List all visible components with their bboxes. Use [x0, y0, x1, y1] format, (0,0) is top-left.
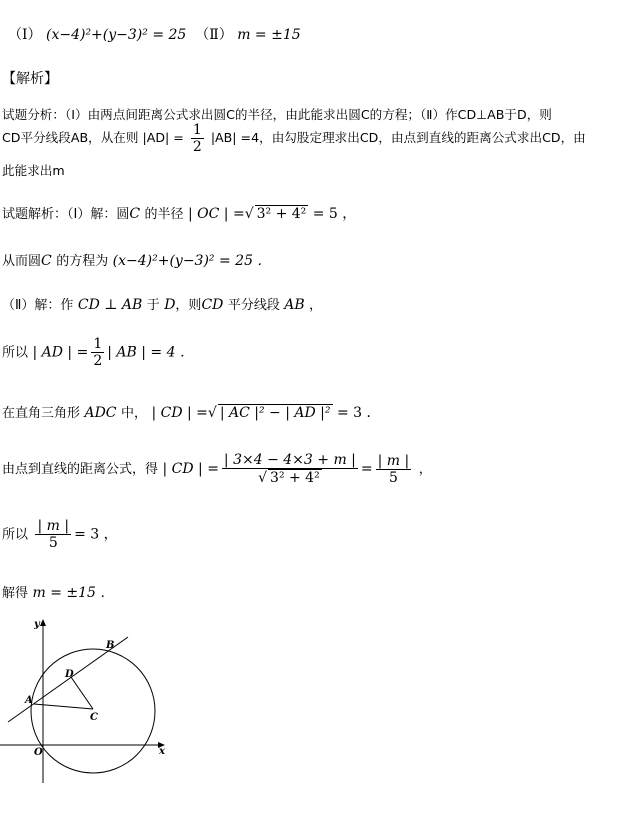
half-fraction [191, 122, 204, 155]
step3-cd: CD [201, 297, 224, 313]
analysis-line-1: 试题分析：（Ⅰ）由两点间距离公式求出圆C的半径，由此能求出圆C的方程；（Ⅱ）作CD⊥AB于D，则 [2, 107, 552, 122]
step6-end: ， [418, 462, 432, 477]
solution-step-1 [2, 203, 356, 223]
m-answer: m = ±15 [237, 27, 301, 43]
step6-fraction [222, 452, 358, 486]
answer-line [8, 24, 301, 44]
solution-step-7 [2, 518, 118, 551]
segment-cd [71, 677, 93, 709]
part-two-label: （Ⅱ） [195, 27, 233, 43]
step4-ab: | AB | = 4 ． [107, 344, 194, 361]
step4-fraction [91, 336, 104, 369]
step5-text2: 中， [120, 406, 147, 421]
label-d: D [65, 669, 74, 680]
step5-adc: ADC [84, 405, 117, 421]
solution-step-8 [2, 582, 114, 602]
sqrt-sign: √ [244, 206, 254, 222]
analysis-line-2a: CD平分线段AB，从在则 |AD| = [2, 130, 184, 145]
step6-radicand: 3² + 4² [270, 470, 320, 486]
step5-text: 在直角三角形 [2, 406, 81, 421]
label-b: B [106, 640, 115, 651]
step7-numerator: | m | [37, 518, 70, 534]
step1-text: 试题解析：（Ⅰ）解：圆 [2, 207, 130, 222]
step4-numerator: 1 [93, 336, 103, 352]
sqrt-sign: √ [258, 470, 268, 486]
step2-text2: 的方程为 [56, 254, 109, 269]
solution-step-3 [2, 294, 322, 313]
step2-c: C [41, 253, 52, 269]
step5-cd: | CD | = [151, 405, 208, 421]
label-a: A [25, 695, 33, 706]
step1-oc: | OC | = [187, 206, 245, 222]
label-x: x [159, 746, 165, 757]
step7-result: = 3 ， [74, 526, 118, 543]
step3-text: （Ⅱ）解：作 [2, 298, 74, 313]
step6-equals: = [360, 461, 373, 477]
step1-c: C [129, 206, 141, 222]
step3-text4: 平分线段 [227, 298, 280, 313]
step6-denominator [222, 469, 358, 486]
step3-d: D [164, 297, 176, 313]
step2-text: 从而圆 [2, 254, 42, 269]
step3-end: ， [309, 298, 323, 313]
step4-ad: | AD | = [32, 344, 89, 361]
label-y: y [34, 619, 40, 630]
solution-step-2 [2, 250, 271, 270]
geometry-figure [0, 615, 180, 785]
solution-step-4 [2, 336, 194, 369]
step6-cd: | CD | = [162, 461, 219, 477]
sqrt-sign: √ [207, 405, 217, 421]
analysis-line-3: 此能求出m [2, 163, 65, 178]
step7-denominator: 5 [48, 535, 58, 551]
step5-result: = 3 ． [336, 405, 381, 421]
part-one-label: （Ⅰ） [8, 27, 42, 43]
step1-radicand: 3² + 4² [256, 206, 307, 222]
step6-text: 由点到直线的距离公式，得 [2, 462, 159, 477]
analysis-heading: 【解析】 [2, 71, 58, 87]
step4-denominator: 2 [93, 353, 103, 369]
solution-step-6 [2, 452, 432, 486]
label-origin: O [34, 747, 43, 758]
step1-text2: 的半径 [144, 207, 184, 222]
circle-equation: (x−4)²+(y−3)² = 25 [45, 27, 187, 43]
label-c: C [90, 712, 98, 723]
step4-text: 所以 [2, 345, 29, 361]
step3-ab: AB [284, 297, 305, 313]
step2-equation: (x−4)²+(y−3)² = 25 ． [112, 253, 272, 269]
half-denominator: 2 [192, 139, 202, 155]
solution-step-5 [2, 402, 381, 422]
step7-text: 所以 [2, 527, 29, 543]
step7-fraction [35, 518, 71, 551]
step6-denominator-2: 5 [388, 469, 398, 486]
step8-text: 解得 [2, 586, 29, 601]
analysis-line-2b: |AB| =4，由勾股定理求出CD，由点到直线的距离公式求出CD，由 [210, 130, 586, 145]
y-axis-arrow [40, 619, 46, 626]
step3-text3: ，则 [175, 298, 202, 313]
step6-fraction-2 [376, 453, 412, 486]
circle-c [31, 649, 155, 773]
step1-result: = 5 ， [312, 206, 357, 222]
step6-numerator: | 3×4 − 4×3 + m | [223, 452, 356, 468]
step3-perp: CD ⊥ AB [77, 297, 143, 313]
half-numerator: 1 [192, 122, 202, 138]
step3-text2: 于 [146, 298, 160, 313]
step6-numerator-2: | m | [377, 452, 410, 469]
analysis-line-2 [2, 122, 586, 155]
step8-answer: m = ±15 ． [32, 585, 115, 601]
step5-radicand: | AC |² − | AD |² [219, 405, 331, 421]
